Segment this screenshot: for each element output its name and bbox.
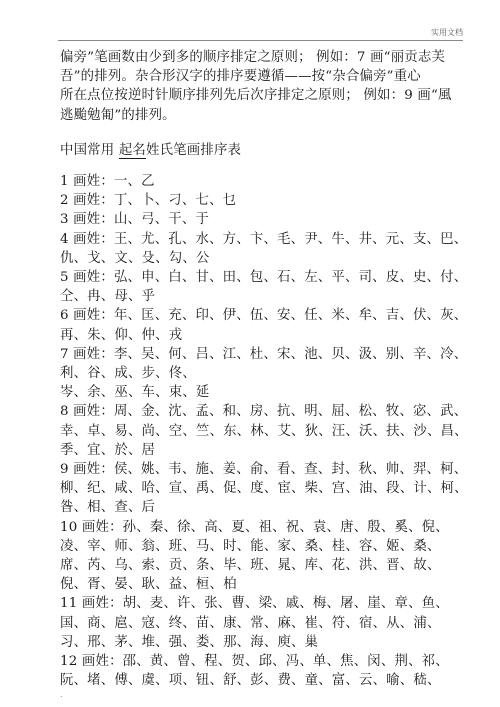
intro-paragraph (60, 48, 460, 125)
stroke-group-line: 再、朱、仰、仲、戎 (60, 327, 183, 343)
stroke-group-heading-line: 8 画姓：周、金、沈、孟、和、房、抗、明、屈、松、牧、宓、武、 (60, 404, 468, 420)
stroke-group-heading-line: 10 画姓：孙、秦、徐、高、夏、祖、祝、袁、唐、殷、奚、倪、 (60, 519, 449, 535)
spacer (60, 160, 460, 172)
stroke-group-line: 倪、胥、晏、耿、益、桓、柏 (60, 577, 237, 593)
intro-line: 逃颱勉匍”的排列。 (60, 107, 176, 123)
footer-mark: . (60, 690, 63, 699)
stroke-group-line: 利、谷、成、步、佟、 (60, 366, 196, 382)
stroke-group-heading-line: 9 画姓：侯、姚、韦、施、姜、俞、看、查、封、秋、帅、羿、柯、 (60, 462, 468, 478)
stroke-group-heading-line: 2 画姓：丁、卜、刁、七、乜 (60, 193, 237, 209)
stroke-group-line: 柳、纪、咸、哈、宣、禹、促、度、宦、柴、宫、油、段、计、柯、 (60, 481, 468, 497)
stroke-group-line: 席、芮、乌、索、贡、条、毕、班、晁、库、花、洪、晋、故、 (60, 558, 441, 574)
stroke-group (60, 460, 468, 518)
stroke-group-heading-line: 6 画姓：年、匡、充、印、伊、伍、安、任、米、牟、吉、伏、灰、 (60, 308, 468, 324)
title-prefix: 中国常用 (60, 142, 119, 158)
stroke-group (60, 594, 460, 652)
stroke-group (60, 172, 460, 191)
header-label: 实用文档 (431, 28, 463, 37)
title-underlined: 起名 (118, 142, 147, 158)
stroke-group (60, 306, 468, 344)
stroke-group (60, 518, 460, 595)
stroke-group-heading-line: 3 画姓：山、弓、干、于 (60, 212, 210, 228)
intro-line: 偏旁”笔画数由少到多的顺序排定之原则； 例如：7 画“丽贡志芙 (60, 50, 446, 65)
stroke-group-heading-line: 4 画姓：王、尤、孔、水、方、卞、毛、尹、牛、井、元、支、巴、 (60, 231, 468, 247)
stroke-group-heading-line: 11 画姓：胡、麦、许、张、曹、梁、戚、梅、屠、崖、章、鱼、 (60, 596, 449, 612)
stroke-group-line: 国、商、扈、寇、终、苗、康、常、麻、崔、符、宿、从、浦、 (60, 615, 441, 631)
stroke-group (60, 402, 468, 460)
stroke-group-line: 习、邢、茅、堆、强、娄、那、海、庾、巢 (60, 634, 319, 650)
intro-line: 吾”的排列。杂合形汉字的排序要遵循——按“杂合偏旁”重心 (60, 69, 421, 85)
stroke-group-heading-line: 12 画姓：邵、黄、曾、程、贺、邱、冯、单、焦、闵、荆、祁、 (60, 654, 449, 670)
stroke-group (60, 191, 460, 210)
intro-line: 所在点位按逆时针顺序排列先后次序排定之原则； 例如：9 画“風 (60, 88, 452, 104)
title-suffix: 姓氏笔画排序表 (146, 142, 242, 158)
document-body (60, 48, 468, 691)
spacer (60, 125, 460, 141)
stroke-group-line: 季、宜、於、居 (60, 442, 156, 458)
stroke-group-line: 阮、堵、傅、虞、项、钮、舒、彭、费、童、富、云、喻、嵇、 (60, 673, 441, 689)
stroke-group-heading-line: 7 画姓：李、吴、何、吕、江、杜、宋、池、贝、汲、别、辛、冷、 (60, 346, 468, 362)
stroke-group-line: 幸、卓、易、尚、空、竺、东、林、艾、狄、汪、沃、扶、沙、昌、 (60, 423, 468, 439)
stroke-group (60, 268, 468, 306)
stroke-group (60, 345, 468, 403)
stroke-group-heading-line: 5 画姓：弘、申、白、甘、田、包、石、左、平、司、皮、史、付、 (60, 270, 468, 286)
header-rule (58, 40, 463, 41)
stroke-group-line: 凌、宰、师、翁、班、马、时、能、家、桑、桂、容、姬、桑、 (60, 538, 441, 554)
section-title (60, 141, 460, 160)
stroke-group-line: 岑、余、巫、车、束、延 (60, 385, 210, 401)
stroke-group-heading-line: 1 画姓：一、乙 (60, 174, 155, 190)
surname-stroke-list (60, 172, 468, 690)
stroke-group (60, 210, 460, 229)
stroke-group-line: 昝、相、查、后 (60, 500, 156, 516)
stroke-group-line: 仇、戈、文、殳、勾、公 (60, 250, 210, 266)
stroke-group (60, 230, 468, 268)
stroke-group (60, 652, 460, 690)
stroke-group-line: 仝、冉、母、乎 (60, 289, 156, 305)
